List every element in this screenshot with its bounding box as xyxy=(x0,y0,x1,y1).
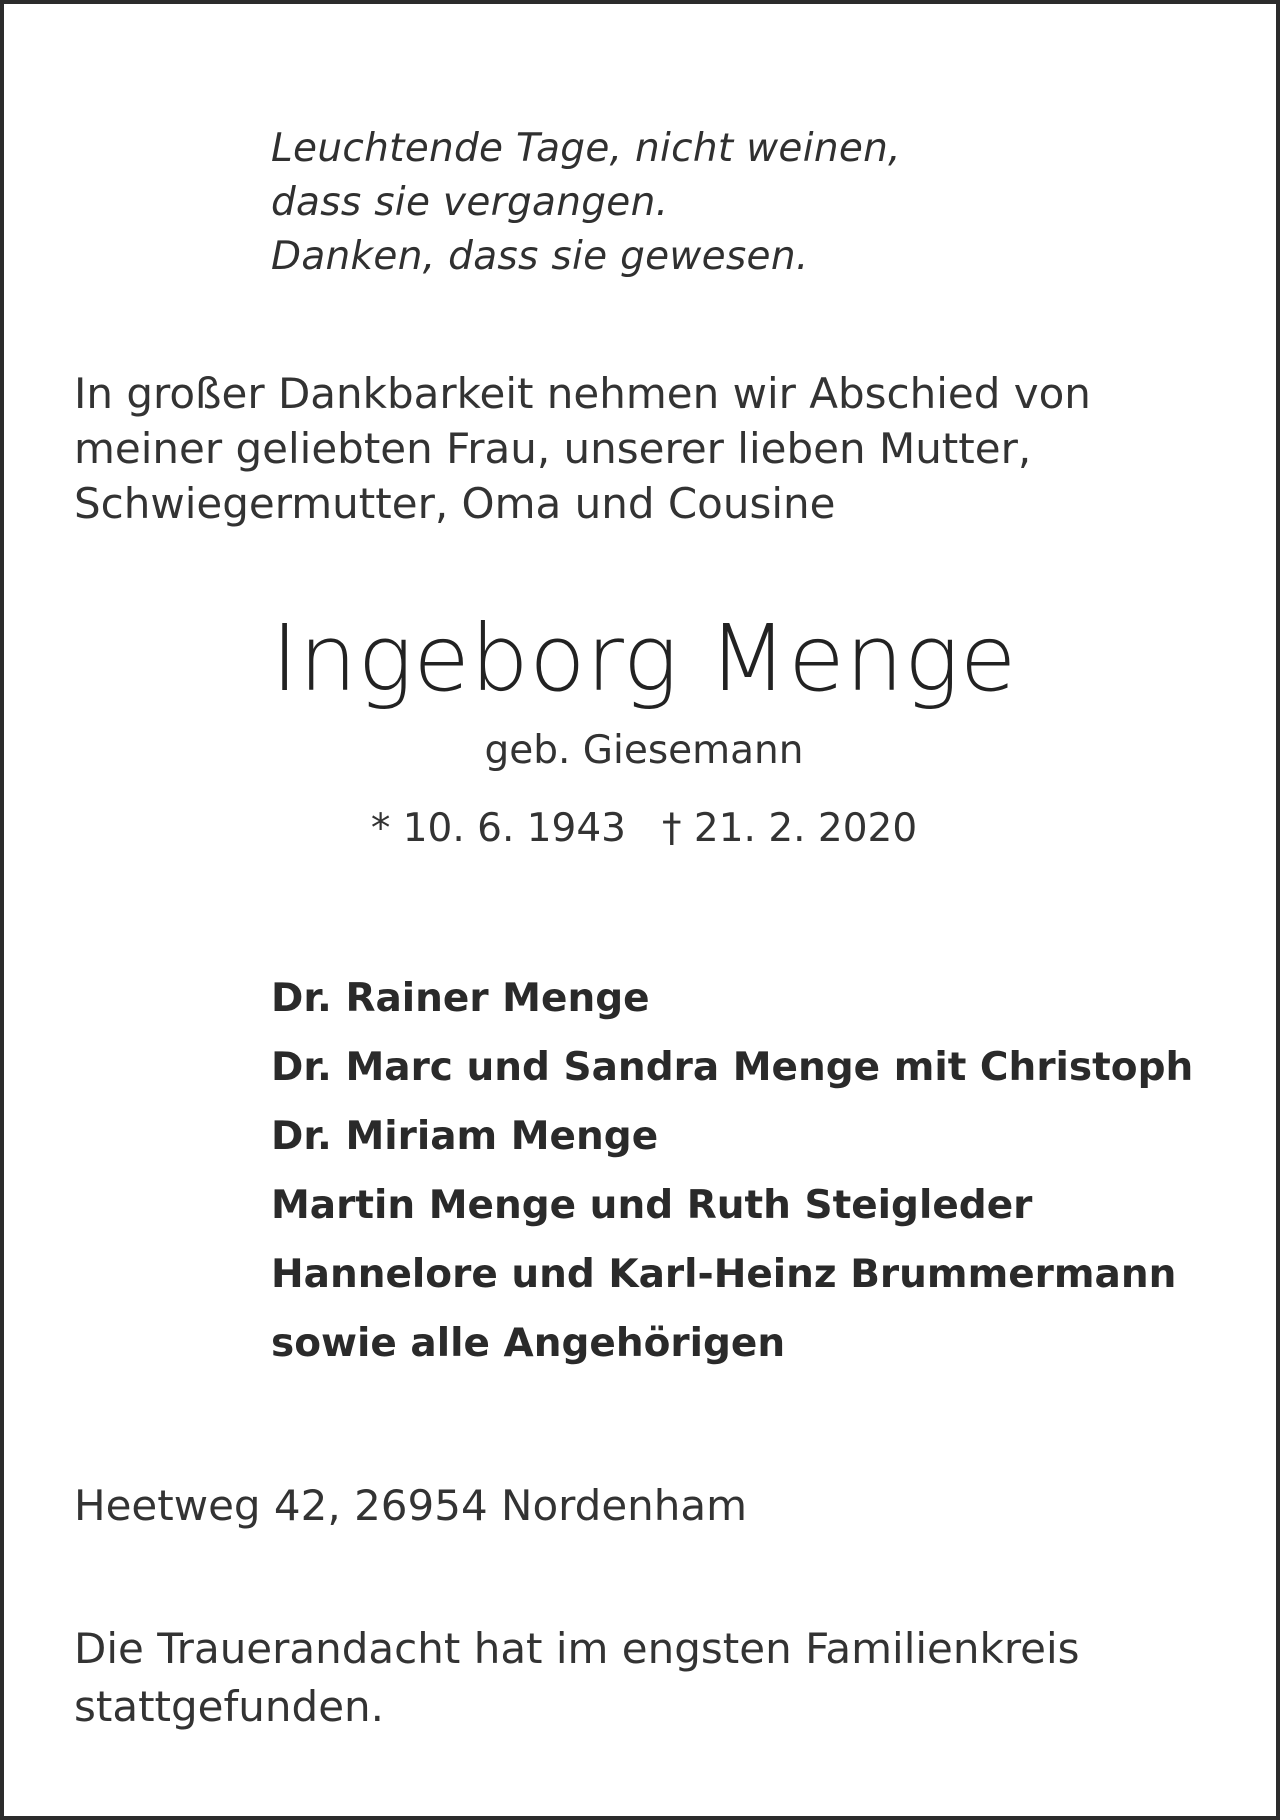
mourner-entry: Dr. Rainer Menge xyxy=(271,976,650,1021)
poem xyxy=(271,122,901,284)
intro-line: meiner geliebten Frau, unserer lieben Mutter, xyxy=(74,424,1032,473)
mourner-entry: Hannelore und Karl-Heinz Brummermann xyxy=(271,1252,1177,1297)
life-dates xyxy=(4,804,1280,854)
mourner-entry: Dr. Miriam Menge xyxy=(271,1114,659,1159)
service-note-line: stattgefunden. xyxy=(74,1682,385,1731)
intro-line: In großer Dankbarkeit nehmen wir Abschied von xyxy=(74,369,1091,418)
service-note xyxy=(74,1620,1080,1736)
poem-line: Leuchtende Tage, nicht weinen, xyxy=(271,126,901,171)
mourner-entry: Martin Menge und Ruth Steigleder xyxy=(271,1183,1033,1228)
poem-line: dass sie vergangen. xyxy=(271,180,669,225)
mourner-entry: sowie alle Angehörigen xyxy=(271,1321,786,1366)
deceased-name: Ingeborg Menge xyxy=(271,605,1017,712)
birth-date: * 10. 6. 1943 xyxy=(370,806,626,851)
address: Heetweg 42, 26954 Nordenham xyxy=(74,1481,748,1530)
service-note-line: Die Trauerandacht hat im engsten Familienkreis xyxy=(74,1624,1080,1673)
intro-text xyxy=(74,366,1091,531)
intro-line: Schwiegermutter, Oma und Cousine xyxy=(74,479,836,528)
mourners-list xyxy=(271,964,1193,1378)
maiden-name: geb. Giesemann xyxy=(484,728,804,773)
poem-line: Danken, dass sie gewesen. xyxy=(271,234,809,279)
mourner-entry: Dr. Marc und Sandra Menge mit Christoph xyxy=(271,1045,1194,1090)
death-date: † 21. 2. 2020 xyxy=(662,806,918,851)
